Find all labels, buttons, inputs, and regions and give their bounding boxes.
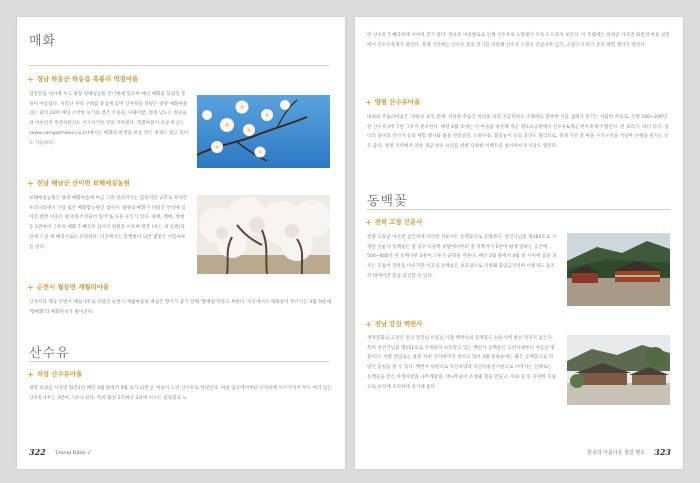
section-divider <box>29 65 329 66</box>
subheading-gyewol: + 순천시 월등면 계월리마을 <box>27 282 110 292</box>
section-title-dongbaek: 동백꽃 <box>367 194 408 209</box>
body-intro: 한 산수유가 빼곡하게 이어져 걷기 좋다. 연초록 마을발로로 인해 산수유의 노랗빛이 더욱 도드라져 보인다. 이 무렵에는 의성군 사곡면 화전리 마을 일원에서 산수유축제가 열린다. 축제 기간에는 산수유 꽃길 걷기를 비롯해 산수유 소원등 산골나무 심기, 소달구지 타기 등의 체험 행사가 열린다. <box>367 33 670 48</box>
plus-icon: + <box>27 369 34 379</box>
plus-icon: + <box>27 178 34 188</box>
subheading-seonunsa: + 전북 고창 선운사 <box>365 217 423 227</box>
temple-photo-seonunsa <box>567 233 670 306</box>
page-number-left: 322 <box>29 447 46 457</box>
subheading-yangpyeong: + 양평 산수유마을 <box>365 97 421 107</box>
plus-icon: + <box>27 74 34 84</box>
section-title-sansuyu: 산수유 <box>29 346 70 361</box>
right-page <box>355 17 683 469</box>
body-uiseong: 경북 의성군 사곡면 화전2리 매년 3월 말에서 4월 초가 되면 온 마을이 노란 산수유로 뒤덮인다. 마을 입구에서부터 산자락에 이르기까지 무두 여러 있는 산수유나무는 3만여 그루나 된다. 특히 화전 2리에서 3리에 이르는 길목길로 노 <box>29 386 332 401</box>
chapter-title: 한국의 아름다운 꽃길 명소 <box>587 450 645 456</box>
body-gyewol: 산자락과 계곡 주변이 매실나무로 뒤덮인 순천시 계월마을의 매실은 향기가 좋기 강해 '향매실'이라고 부른다. 이곳에서도 매화꽃이 무르익는 3월 하순에 '향매화'라 매화잔치가 벌어진다. <box>29 300 332 315</box>
body-baengnyeonsa: 정자문화의 고장인 전남 강진의 이름난 사찰 백련사의 동백꽃도 선운사에 결코 뒤지지 않는다. 특히 천연기념물 제151호로 지정되어 보호받고 있는 백련사 동백숲은 고려시대부터 이름난 명물이다. 사찰 진입로는 물론 뒤편 산자락까지 걸쳐고 있어 3월 중하순에는 붉은 동백꽃으로 뒤덮인 숲길을 볼 수 있다. 백련사 뒤편으로 다산초당과 다산유물전시관으로 이어지는 산책로는 동백숲을 끝은 아생차밭과 나무깨달림, 대나무숲이 조성돼 형을 만들고, 차와 길 등 다양한 모습으로 우리에 조직하게 길기에 좋다. <box>367 336 557 390</box>
plum-blossom-photo <box>197 95 330 168</box>
plus-icon: + <box>27 282 34 292</box>
subheading-heokjeom: + 경남 하동군 하동읍 흑룡리 먹점마을 <box>27 74 139 84</box>
subheading-baengnyeonsa: + 전남 강진 백련사 <box>365 319 423 329</box>
subheading-bohae: + 전남 해남군 산이면 보해매실농원 <box>27 178 130 188</box>
plum-orchard-photo <box>197 195 330 274</box>
left-page <box>17 17 345 469</box>
section-title-maehwa: 매화 <box>29 34 57 49</box>
section-divider <box>367 209 670 210</box>
section-divider <box>29 361 329 362</box>
plus-icon: + <box>365 97 372 107</box>
temple-photo-baengnyeonsa <box>567 335 670 405</box>
body-heokjeom: 섬진강을 사이에 두고 광양 청매실농원 건너편에 있으며 매년 매화꽃 되었던 풍경이 아름답다. 지리산 자락 구례를 중심에 있어 산자락을 뒤덮은 광양 매화마을과는 달리 20여 채의 소박한 농가의 결은 오솔길, 다랭이밭, 청정 남도는 정승들과 어우러져 무궁하련서도 이가자기한 맛을 자아낸다. 먹점마을이 산골에 남는(www.samgotmaeul.co.kr)에서는 매화와 한정을 부를 작은 축제도 열고 있어도 가능하다. <box>29 92 189 146</box>
subheading-uiseong: + 의성 산수유마을 <box>27 369 83 379</box>
body-bohae: 보해매실농원은 광양 매화마을에 버금 그리 알려지지는 않았지만 규모로 보자면 우리나라에서 가장 넓은 매화밭농원인 셈이다. 광양의 매화가 비탈진 언덕에 심어진 반면 이곳은 평지에 조성되어 있어 또 다른 포인가 있다. 홍매, 백매, 청매 등 1만여여 그루의 매화가 빼곡히 심어져 정원을 이루며 땅끝 (차는 내 곳엔)과 연에 소설 에 배경지로도 유명하다. 이곳에서는 봄햇빛이 되면 몇꽃은 이름하루를 연다. <box>29 196 188 250</box>
body-seonunsa: 전북 고창군 아산면 삼인리에 자리한 선운사는 동백꽃으로 유명하다. 천연기념물 제184호로 지정된 선운사 동백숲은 절 입구 오른쪽 비탈에서부터 절 뒤쪽까지 5천여 평에 달하는 공간에 500~600년 된 동백나무 3천여 그루가 군락을 이룬다. 매년 3월 말에서 4월 중 사이에 꽃을 피우는 모습이 장관을 이루지만 이곳의 동백숲은 보호림으로 지정돼 출입금지이며 이렇게도 돌조각 밖에서만 꽃을 감상할 수 있다. <box>367 235 557 279</box>
plus-icon: + <box>365 217 372 227</box>
body-yangpyeong: 내외와 주읍리마을은 '양평군 보호 문에' 지리한 추읍산 자락을 따라 지공미락도 소략하고 풍부한 시골 냄새가 풍기는 이담한 마을로, 수령 100~200년 된 산수유나무 7천 그루가 분포한다. 매년 4월 초에는 이 마을을 비롯해 개군 레포츠공원에서 산수유&개군 한우축제가 열린다. 연 보리기, 따더 타기, 앙더리 돌다리 건너기 등의 체험 행사와 불을 전통공연, 소망우송, 불꽃놀이 등의 공연도 열리므로, 축제 기간 중 마을 구석구석을 거닐며 산책을 즐기는 것도 좋다. 청정 지역에서 자란 개군 한우 요리를 위한 다양한 이벤트를 실시하여 우시장도 열린다. <box>367 115 669 150</box>
page-number-right: 323 <box>654 447 671 457</box>
plus-icon: + <box>365 319 372 329</box>
book-title: Travel Bible 2 <box>55 450 91 456</box>
